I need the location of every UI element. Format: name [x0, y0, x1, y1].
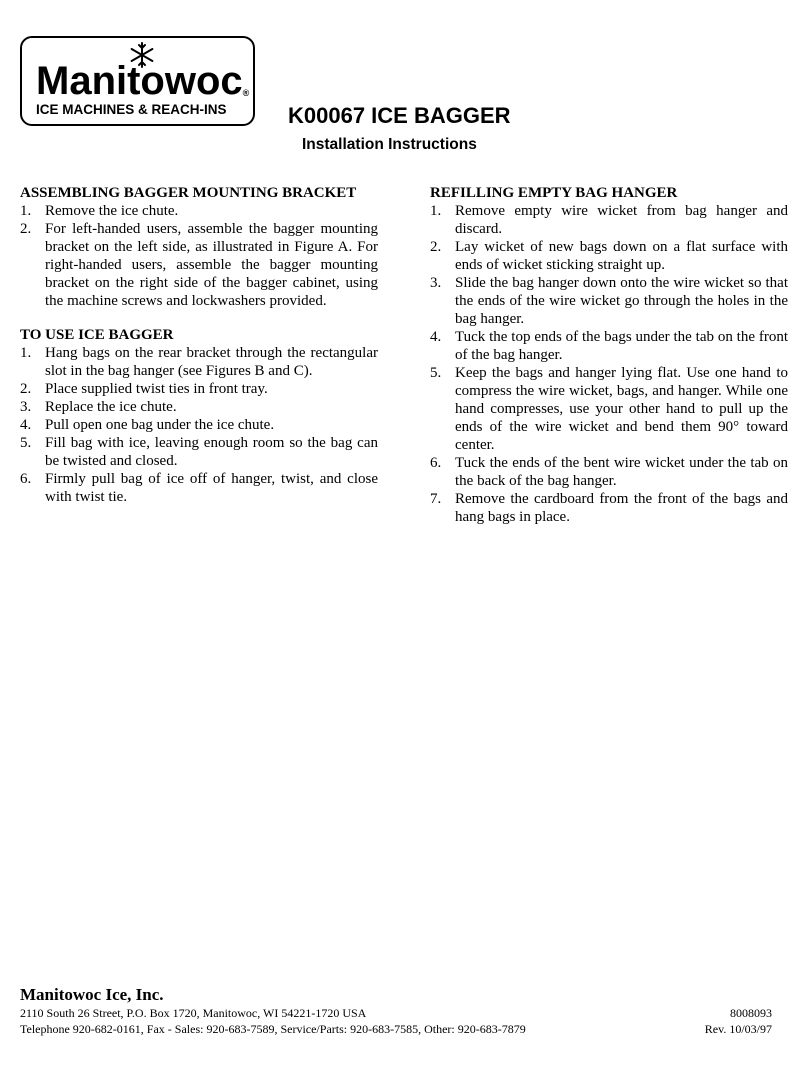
list-item: 2. Lay wicket of new bags down on a flat surface with ends of wicket sticking straight up.: [430, 239, 788, 273]
list-item: 1. Remove empty wire wicket from bag hanger and discard.: [430, 203, 788, 237]
list-item: 4. Pull open one bag under the ice chute.: [20, 417, 275, 433]
list-item: 2. Place supplied twist ties in front tray.: [20, 381, 268, 397]
list-item: 4. Tuck the top ends of the bags under the tab on the front of the bag hanger.: [430, 329, 788, 363]
manitowoc-logo: [20, 36, 255, 126]
footer-address: 2110 South 26 Street, P.O. Box 1720, Manitowoc, WI 54221-1720 USA: [20, 1006, 367, 1020]
section-heading: TO USE ICE BAGGER: [20, 327, 174, 343]
section-heading: REFILLING EMPTY BAG HANGER: [430, 185, 678, 201]
section-to-use: [20, 326, 378, 506]
list-item: 6. Firmly pull bag of ice off of hanger, twist, and close with twist tie.: [20, 471, 378, 505]
footer-phones: Telephone 920-682-0161, Fax - Sales: 920-683-7589, Service/Parts: 920-683-7585, Other: 920-683-7879: [20, 1022, 526, 1036]
section-heading: ASSEMBLING BAGGER MOUNTING BRACKET: [20, 185, 357, 201]
list-item: 7. Remove the cardboard from the front of the bags and hang bags in place.: [430, 491, 788, 525]
footer-revision: Rev. 10/03/97: [704, 1022, 772, 1036]
list-item: 3. Slide the bag hanger down onto the wire wicket so that the ends of the wire wicket go through the holes in the bag hanger.: [430, 275, 788, 327]
footer-part-number: 8008093: [730, 1006, 772, 1020]
list-item: 5. Fill bag with ice, leaving enough room so the bag can be twisted and closed.: [20, 435, 378, 469]
logo-brand: Manitowoc®: [36, 59, 250, 103]
document-title: K00067 ICE BAGGER: [288, 103, 511, 128]
right-column: [430, 184, 788, 542]
list-item: 5. Keep the bags and hanger lying flat. Use one hand to compress the wire wicket, bags, and hanger. While one hand compresses, use your other hand to pull up the ends of the wire wicket and bend them 90° toward center.: [430, 365, 788, 453]
footer-company: Manitowoc Ice, Inc.: [20, 985, 164, 1004]
list-item: 6. Tuck the ends of the bent wire wicket under the tab on the back of the bag hanger.: [430, 455, 788, 489]
step-list: [430, 202, 788, 526]
list-item: 3. Replace the ice chute.: [20, 399, 177, 415]
logo-tagline: ICE MACHINES & REACH-INS: [36, 102, 227, 117]
left-column: [20, 184, 378, 522]
section-refilling: [430, 184, 788, 526]
list-item: 1. Hang bags on the rear bracket through the rectangular slot in the bag hanger (see Figures B and C).: [20, 345, 378, 379]
step-list: [20, 344, 378, 506]
step-list: [20, 202, 378, 310]
list-item: 1. Remove the ice chute.: [20, 203, 179, 219]
document-subtitle: Installation Instructions: [302, 136, 477, 153]
section-assembling: [20, 184, 378, 310]
list-item: 2. For left-handed users, assemble the bagger mounting bracket on the left side, as illustrated in Figure A. For right-handed users, assemble the bagger mounting bracket on the right side of the bagger cabinet, using the machine screws and lockwashers provided.: [20, 221, 378, 309]
registered-mark: ®: [242, 88, 250, 98]
